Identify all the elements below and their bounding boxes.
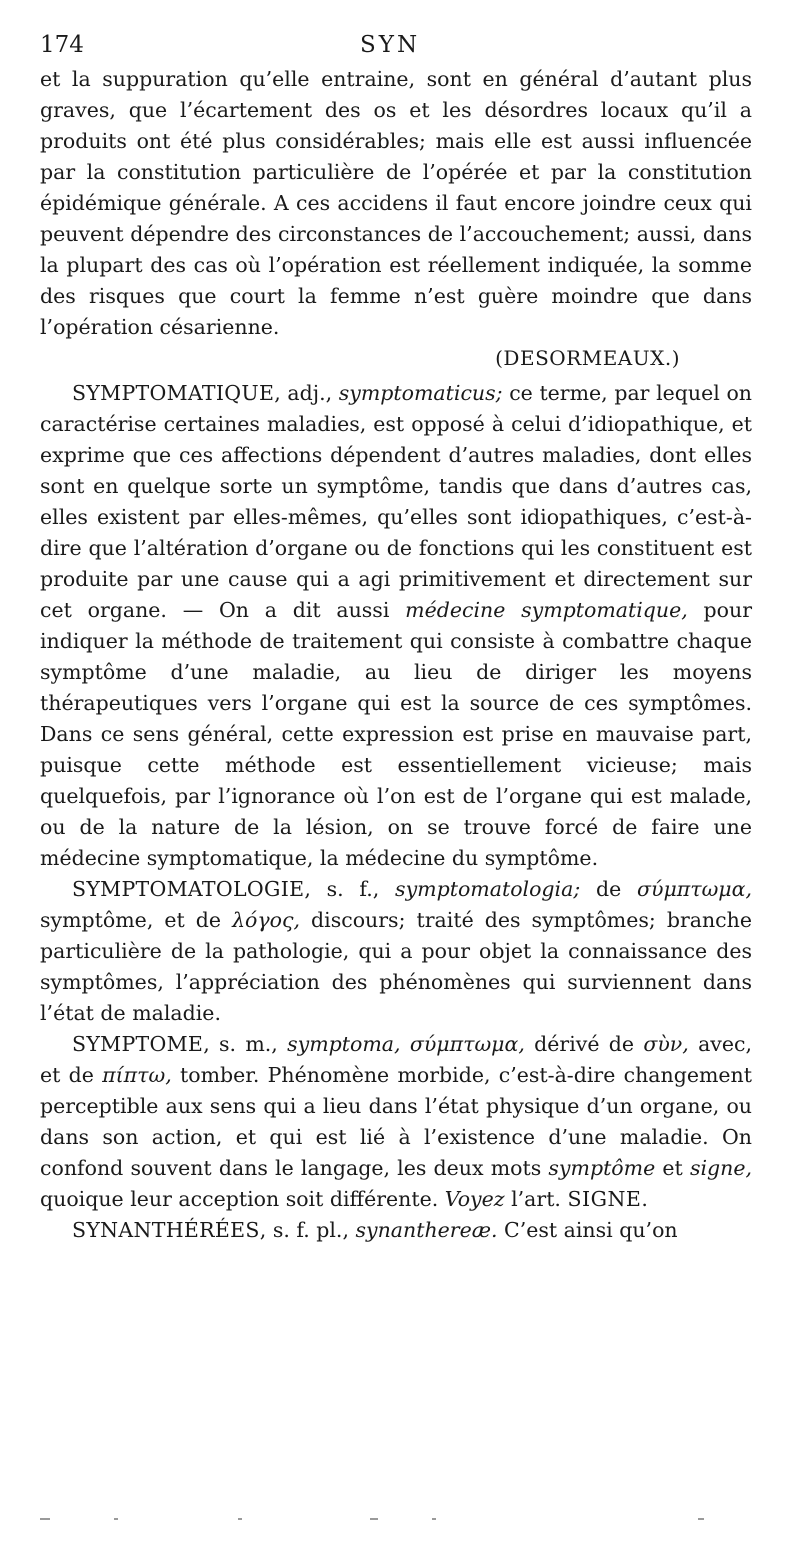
scan-mark xyxy=(432,1518,436,1520)
scan-mark xyxy=(370,1518,378,1520)
scan-mark xyxy=(238,1518,242,1520)
latin-term: symptoma, xyxy=(287,1032,401,1056)
entry-text: symptôme, et de xyxy=(40,908,233,932)
entry-text: ce terme, par lequel on caractérise certaines maladies, est opposé à celui d’idiopathique, et exprime que ces affections dépendent d’autres maladies, dont elles sont en quelque sorte un symptôme, tandis que dans d’autres cas, elles existent par elles-mêmes, qu’elles sont idiopathiques, c’est-à-dire que l’altération d’organe ou de fonctions qui les constituent est produite par une cause qui a agi primitivement et directement sur cet organe. — On a dit aussi xyxy=(40,381,752,622)
running-title: SYN xyxy=(360,32,421,58)
scan-artifacts xyxy=(40,1510,752,1530)
voyez-reference: Voyez xyxy=(444,1187,505,1211)
entry-text: discours; traité des symptômes; branche particulière de la pathologie, qui a pour objet la connaissance des symptômes, l’appréciation des phénomènes qui surviennent dans l’état de maladie. xyxy=(40,908,752,1025)
latin-term: symptomaticus; xyxy=(338,381,503,405)
entry-text: tomber. Phénomène morbide, c’est-à-dire changement perceptible aux sens qui a lieu dans l’état physique d’un organe, ou dans son action, et qui est lié à l’existence d’une maladie. On confond souvent dans le langage, les deux mots xyxy=(40,1063,752,1180)
italic-term: médecine symptomatique, xyxy=(405,598,688,622)
entry-synantherees xyxy=(40,1215,752,1246)
entry-text: C’est ainsi qu’on xyxy=(497,1218,678,1242)
continuation-paragraph xyxy=(40,64,752,343)
grammar-note: , s. f. pl., xyxy=(259,1218,356,1242)
greek-term: πίπτω, xyxy=(102,1063,172,1087)
headword: SYMPTOMATOLOGIE xyxy=(72,877,305,901)
entry-text: dérivé de xyxy=(524,1032,644,1056)
grammar-note: , adj., xyxy=(274,381,339,405)
running-head xyxy=(40,28,752,64)
page-number: 174 xyxy=(40,32,84,58)
entry-symptomatique xyxy=(40,378,752,874)
entry-text: pour indiquer la méthode de traitement qui consiste à combattre chaque symptôme d’une maladie, au lieu de diriger les moyens thérapeutiques vers l’organe qui est la source de ces symptômes. Dans ce sens général, cette expression est prise en mauvaise part, puisque cette méthode est essentiellement vicieuse; mais quelquefois, par l’ignorance où l’on est de l’organe qui est malade, ou de la nature de la lésion, on se trouve forcé de faire une médecine symptomatique, la médecine du symptôme. xyxy=(40,598,752,870)
entry-text: l’art. xyxy=(504,1187,568,1211)
headword: SYMPTOME xyxy=(72,1032,204,1056)
greek-term: λόγος, xyxy=(232,908,300,932)
italic-term: symptôme xyxy=(548,1156,656,1180)
latin-term: synanthereæ. xyxy=(355,1218,498,1242)
scan-mark xyxy=(40,1518,50,1520)
entry-symptomatologie xyxy=(40,874,752,1029)
greek-term: σὺν, xyxy=(643,1032,689,1056)
continuation-text: et la suppuration qu’elle entraine, sont en général d’autant plus graves, que l’écartement des os et les désordres locaux qu’il a produits ont été plus considérables; mais elle est aussi influencée par la constitution particulière de l’opérée et par la constitution épidémique générale. A ces accidens il faut encore joindre ceux qui peuvent dépendre des circonstances de l’accouchement; aussi, dans la plupart des cas où l’opération est réellement indiquée, la somme des risques que court la femme n’est guère moindre que dans l’opération césarienne. xyxy=(40,67,752,339)
grammar-note: , s. m., xyxy=(203,1032,288,1056)
italic-term: signe, xyxy=(689,1156,752,1180)
headword: SYNANTHÉRÉES xyxy=(72,1218,260,1242)
scan-mark xyxy=(698,1518,704,1520)
entry-text: avec, et de xyxy=(40,1032,752,1087)
entry-text: et xyxy=(655,1156,690,1180)
cross-reference: SIGNE. xyxy=(567,1187,649,1211)
headword: SYMPTOMATIQUE xyxy=(72,381,275,405)
grammar-note: , s. f., xyxy=(304,877,396,901)
greek-term: σύμπτωμα, xyxy=(400,1032,525,1056)
entry-text: quoique leur acception soit différente. xyxy=(40,1187,445,1211)
scan-mark xyxy=(114,1518,118,1520)
entry-symptome xyxy=(40,1029,752,1215)
entry-text: de xyxy=(580,877,637,901)
latin-term: symptomatologia; xyxy=(395,877,581,901)
greek-term: σύμπτωμα, xyxy=(637,877,752,901)
book-page xyxy=(40,28,752,1246)
author-signature: (DESORMEAUX.) xyxy=(495,346,680,370)
